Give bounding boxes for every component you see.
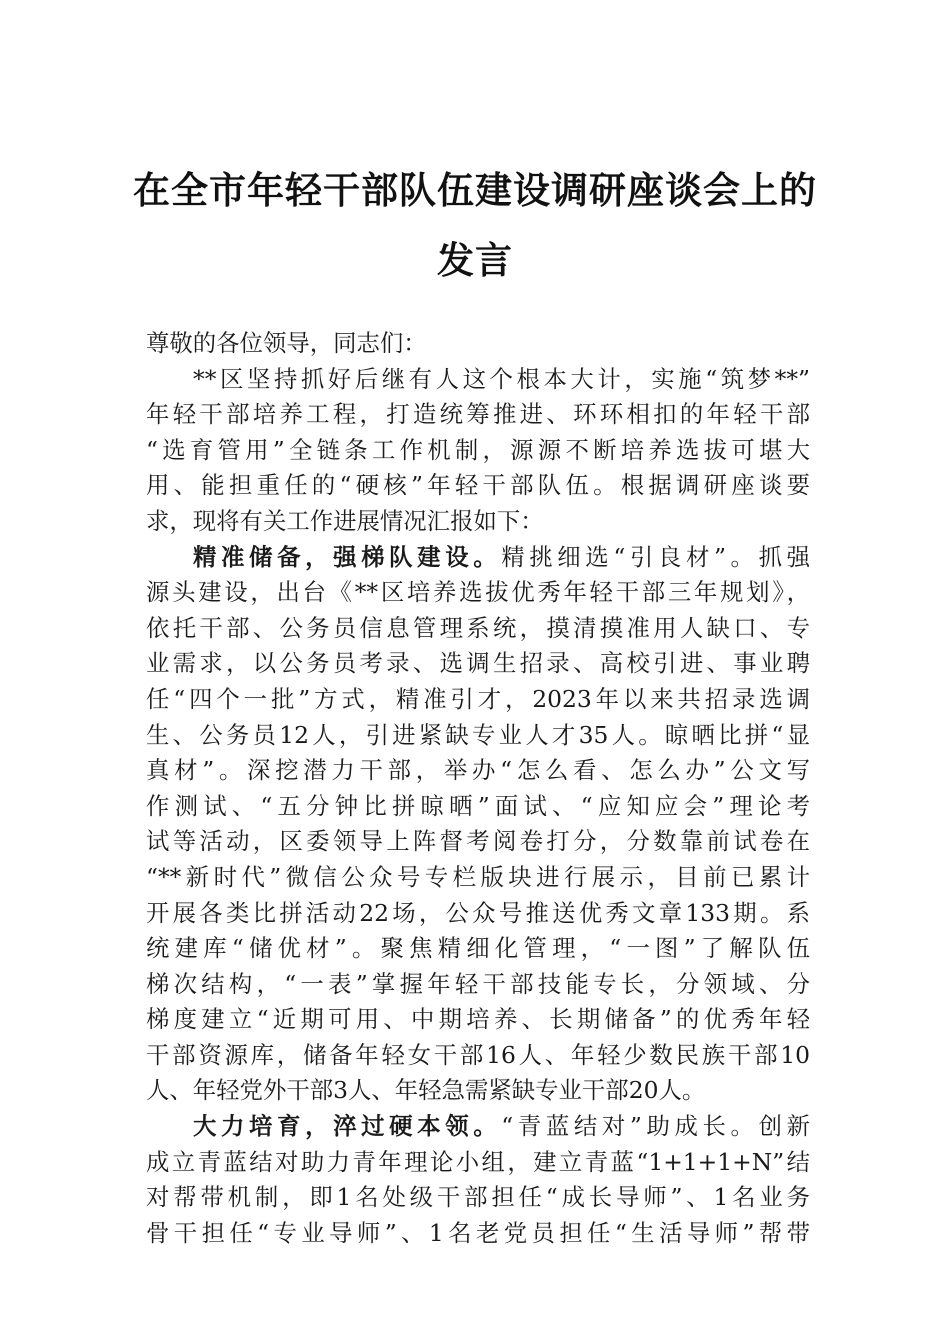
intro-line: 年轻干部培养工程，打造统筹推进、环环相扣的年轻干部 [146,400,810,429]
section2-first-line-text: “青蓝结对”助成长。创新 [501,1112,810,1141]
section1-line: 业需求，以公务员考录、选调生招录、高校引进、事业聘 [146,649,810,678]
section1-line: 依托干部、公务员信息管理系统，摸清摸准用人缺口、专 [146,613,810,642]
section2-line: 成立青蓝结对助力青年理论小组，建立青蓝“1+1+1+N”结 [146,1147,810,1176]
document-body [146,326,810,1251]
section1-line: 真材”。深挖潜力干部，举办“怎么看、怎么办”公文写 [146,756,810,785]
intro-line: 求，现将有关工作进展情况汇报如下： [146,506,544,535]
document-title-line-1: 在全市年轻干部队伍建设调研座谈会上的 [133,169,817,212]
section1-line: 源头建设，出台《**区培养选拔优秀年轻干部三年规划》， [146,578,810,607]
intro-line: **区坚持抓好后继有人这个根本大计，实施“筑梦**” [193,364,810,393]
section2-line: 骨干担任“专业导师”、1名老党员担任“生活导师”帮带 [146,1218,810,1247]
salutation: 尊敬的各位领导，同志们： [146,329,427,357]
section2-line: 对帮带机制，即1名处级干部担任“成长导师”、1名业务 [146,1183,810,1212]
document-title-line-2: 发言 [437,239,513,282]
section1-line: 生、公务员12人，引进紧缺专业人才35人。晾晒比拼“显 [146,720,810,749]
section1-line: 统建库“储优材”。聚焦精细化管理，“一图”了解队伍 [146,934,810,963]
section1-first-line-text: 精挑细选“引良材”。抓强 [501,542,810,571]
section1-line: 梯次结构，“一表”掌握年轻干部技能专长，分领域、分 [146,969,810,998]
section1-line: “**新时代”微信公众号专栏版块进行展示，目前已累计 [146,862,810,891]
section1-line: 任“四个一批”方式，精准引才，2023年以来共招录选调 [146,684,810,713]
section1-line: 人、年轻党外干部3人、年轻急需紧缺专业干部20人。 [146,1076,706,1105]
section1-line: 梯度建立“近期可用、中期培养、长期储备”的优秀年轻 [146,1005,810,1034]
section1-first-line [146,540,810,576]
section2-first-line [146,1109,810,1145]
section2-heading: 大力培育，淬过硬本领。 [193,1112,502,1141]
intro-line: 用、能担重任的“硬核”年轻干部队伍。根据调研座谈要 [146,471,810,500]
section1-line: 作测试、“五分钟比拼晾晒”面试、“应知应会”理论考 [146,791,810,820]
section1-line: 干部资源库，储备年轻女干部16人、年轻少数民族干部10 [146,1040,810,1069]
intro-line: “选育管用”全链条工作机制，源源不断培养选拔可堪大 [146,435,810,464]
section1-line: 试等活动，区委领导上阵督考阅卷打分，分数靠前试卷在 [146,827,810,856]
section1-line: 开展各类比拼活动22场，公众号推送优秀文章133期。系 [146,898,810,927]
section1-heading: 精准储备，强梯队建设。 [193,542,502,571]
